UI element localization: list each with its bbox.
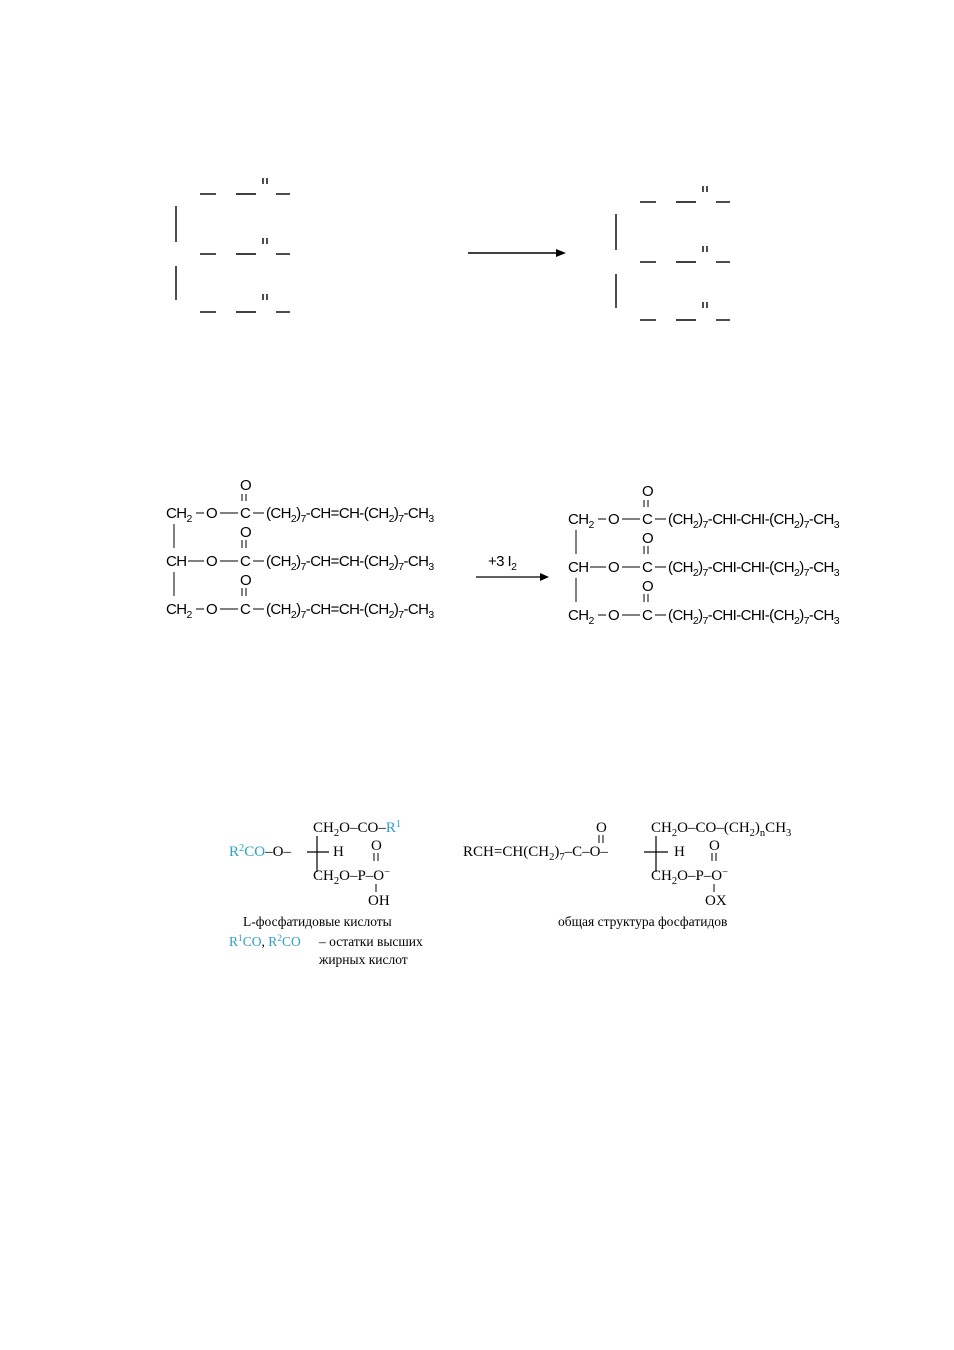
scheme-iodination xyxy=(160,476,870,636)
row1-ester-o: O xyxy=(608,511,620,528)
reaction-arrow-2 xyxy=(476,553,549,581)
general-phosphatide-structure xyxy=(463,820,791,909)
iodination-svg xyxy=(160,476,870,636)
phosphatidic-acid-structure xyxy=(229,819,401,909)
iodinated-triglyceride-molecule xyxy=(568,483,840,627)
row3-head: $CH_2$ xyxy=(166,601,192,621)
row2-chain: $(CH_2)_7-CH=CH-(CH_2)_7-CH_3$ xyxy=(266,553,434,573)
left-fragment-group xyxy=(176,178,290,312)
skeletal-fragments-svg xyxy=(170,170,740,330)
row3-head: $CH_2$ xyxy=(568,607,594,627)
phosphatides-svg xyxy=(225,812,835,977)
row1-ester-o: O xyxy=(206,505,218,522)
row1-head: $CH_2$ xyxy=(568,511,594,531)
phosphoryl-o: O xyxy=(371,838,382,854)
carbonyl-oxygen: O xyxy=(642,483,654,500)
row3-chain: $(CH_2)_7-CHI-CHI-(CH_2)_7-CH_3$ xyxy=(668,607,839,627)
bottom-group: $CH_2O-P-O^-$ xyxy=(313,867,391,887)
triolein-molecule xyxy=(166,477,434,621)
carbonyl-oxygen: O xyxy=(240,572,252,589)
top-group: $CH_2O-CO-R^1$ xyxy=(313,819,402,839)
row2-head: CH xyxy=(568,559,589,576)
reagent-label: +3 $I_2$ xyxy=(488,553,517,573)
row1-head: $CH_2$ xyxy=(166,505,192,525)
h-atom: H xyxy=(674,844,685,860)
caption-phosphatide-general: общая структура фосфатидов xyxy=(558,914,728,929)
top-group: $CH_2O-CO-(CH_2)_nCH_3$ xyxy=(651,820,792,839)
unsaturated-acyl: $RCH=CH(CH_2)_7-C-O-$ xyxy=(463,844,608,863)
scheme-phosphatides xyxy=(225,812,835,977)
row3-carbonyl-c: C xyxy=(240,601,251,618)
reaction-arrow-1 xyxy=(468,249,566,257)
right-fragment-group xyxy=(616,186,730,320)
row3-ester-o: O xyxy=(206,601,218,618)
carbonyl-oxygen: O xyxy=(642,530,654,547)
ox-group: OX xyxy=(705,893,727,909)
caption-phosphatidic-acids: L-фосфатидовые кислоты xyxy=(243,914,392,929)
row2-carbonyl-c: C xyxy=(240,553,251,570)
row2-head: CH xyxy=(166,553,187,570)
phosphoryl-o: O xyxy=(709,838,720,854)
row1-carbonyl-c: C xyxy=(642,511,653,528)
acyl-carbonyl-o: O xyxy=(596,820,607,836)
row1-chain: $(CH_2)_7-CHI-CHI-(CH_2)_7-CH_3$ xyxy=(668,511,839,531)
note-acyl-residues: $R^1CO$, $R^2CO$ xyxy=(229,934,301,949)
row2-carbonyl-c: C xyxy=(642,559,653,576)
h-atom: H xyxy=(333,844,344,860)
note-line-1: – остатки высших xyxy=(319,934,423,949)
row1-carbonyl-c: C xyxy=(240,505,251,522)
row3-carbonyl-c: C xyxy=(642,607,653,624)
bottom-group: $CH_2O-P-O^-$ xyxy=(651,867,729,887)
row2-ester-o: O xyxy=(206,553,218,570)
row1-chain: $(CH_2)_7-CH=CH-(CH_2)_7-CH_3$ xyxy=(266,505,434,525)
row2-chain: $(CH_2)_7-CHI-CHI-(CH_2)_7-CH_3$ xyxy=(668,559,839,579)
acyl-r2co: $R^2CO-O-$ xyxy=(229,843,291,860)
carbonyl-oxygen: O xyxy=(240,524,252,541)
hydroxyl: OH xyxy=(368,893,390,909)
row2-ester-o: O xyxy=(608,559,620,576)
note-line-2: жирных кислот xyxy=(319,952,408,967)
carbonyl-oxygen: O xyxy=(642,578,654,595)
row3-chain: $(CH_2)_7-CH=CH-(CH_2)_7-CH_3$ xyxy=(266,601,434,621)
row3-ester-o: O xyxy=(608,607,620,624)
scheme-skeletal-fragments xyxy=(170,170,740,330)
carbonyl-oxygen: O xyxy=(240,477,252,494)
